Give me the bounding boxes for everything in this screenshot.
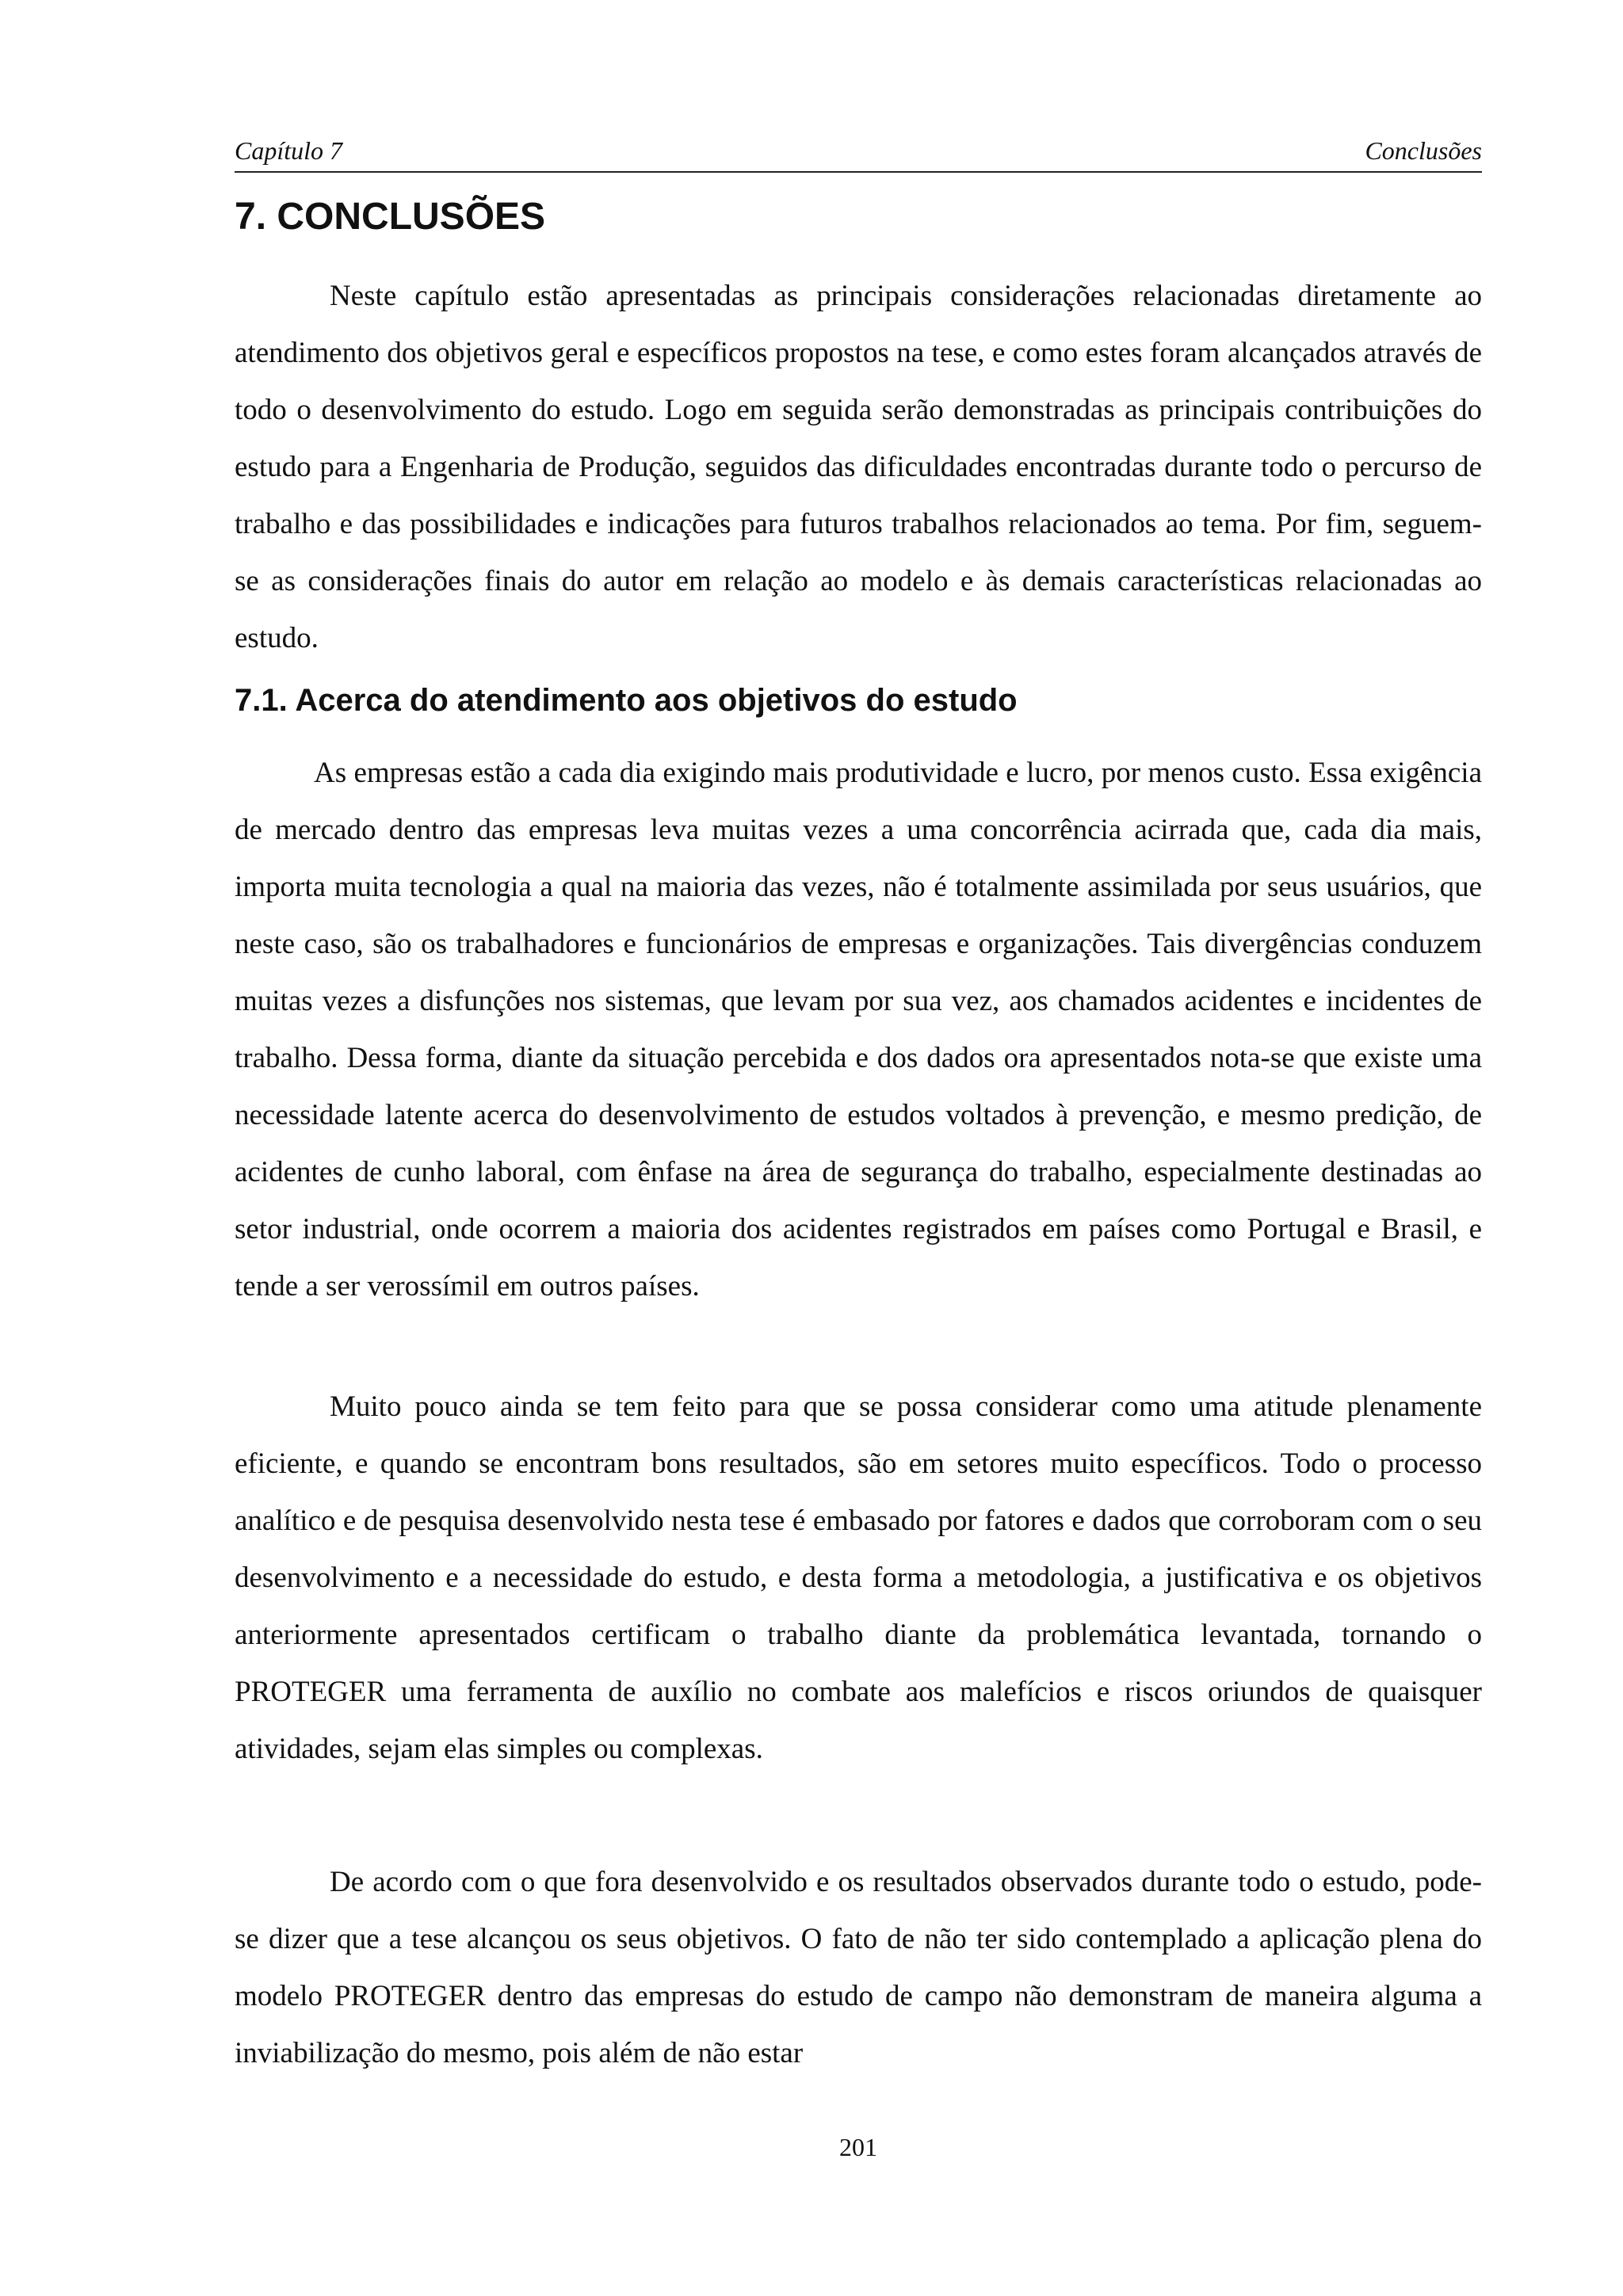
chapter-title: 7. CONCLUSÕES — [235, 196, 546, 238]
section-paragraph-3: De acordo com o que fora desenvolvido e os resultados observados durante todo o estudo, pode-se dizer que a tese alcançou os seus objetivos. O fato de não ter sido contemplado a aplicação plena do modelo PROTEGER dentro das empresas do estudo de campo não demonstram de maneira alguma a inviabilização do mesmo, pois além de não estar — [235, 1866, 1482, 2069]
intro-paragraph: Neste capítulo estão apresentadas as principais considerações relacionadas diretamente ao atendimento dos objetivos geral e específicos propostos na tese, e como estes foram alcançados através de todo o desenvolvimento do estudo. Logo em seguida serão demonstradas as principais contribuições do estudo para a Engenharia de Produção, seguidos das dificuldades encontradas durante todo o percurso de trabalho e das possibilidades e indicações para futuros trabalhos relacionados ao tema. Por fim, seguem-se as considerações finais do autor em relação ao modelo e às demais características relacionadas ao estudo. — [235, 280, 1482, 654]
section-paragraph-2: Muito pouco ainda se tem feito para que se possa considerar como uma atitude plenamente eficiente, e quando se encontram bons resultados, são em setores muito específicos. Todo o processo analítico e de pesquisa desenvolvido nesta tese é embasado por fatores e dados que corroboram com o seu desenvolvimento e a necessidade do estudo, e desta forma a metodologia, a justificativa e os objetivos anteriormente apresentados certificam o trabalho diante da problemática levantada, tornando o PROTEGER uma ferramenta de auxílio no combate aos malefícios e riscos oriundos de quaisquer atividades, sejam elas simples ou complexas. — [235, 1390, 1482, 1765]
intro-block — [235, 268, 1482, 667]
page-number: 201 — [839, 2133, 877, 2161]
section-paragraph-1-block — [235, 745, 1482, 1315]
header-section-label: Conclusões — [1365, 136, 1482, 165]
document-page — [235, 0, 1482, 2296]
section-paragraph-1: As empresas estão a cada dia exigindo mais produtividade e lucro, por menos custo. Essa exigência de mercado dentro das empresas leva muitas vezes a uma concorrência acirrada que, cada dia mais, importa muita tecnologia a qual na maioria das vezes, não é totalmente assimilada por seus usuários, que neste caso, são os trabalhadores e funcionários de empresas e organizações. Tais divergências conduzem muitas vezes a disfunções nos sistemas, que levam por sua vez, aos chamados acidentes e incidentes de trabalho. Dessa forma, diante da situação percebida e dos dados ora apresentados nota-se que existe uma necessidade latente acerca do desenvolvimento de estudos voltados à prevenção, e mesmo predição, de acidentes de cunho laboral, com ênfase na área de segurança do trabalho, especialmente destinadas ao setor industrial, onde ocorrem a maioria dos acidentes registrados em países como Portugal e Brasil, e tende a ser verossímil em outros países. — [235, 757, 1482, 1302]
section-paragraph-3-block — [235, 1854, 1482, 2082]
section-paragraph-2-block — [235, 1379, 1482, 1778]
header-chapter-label: Capítulo 7 — [235, 136, 343, 165]
section-title: 7.1. Acerca do atendimento aos objetivos do estudo — [235, 683, 1018, 718]
running-header — [235, 133, 1482, 173]
